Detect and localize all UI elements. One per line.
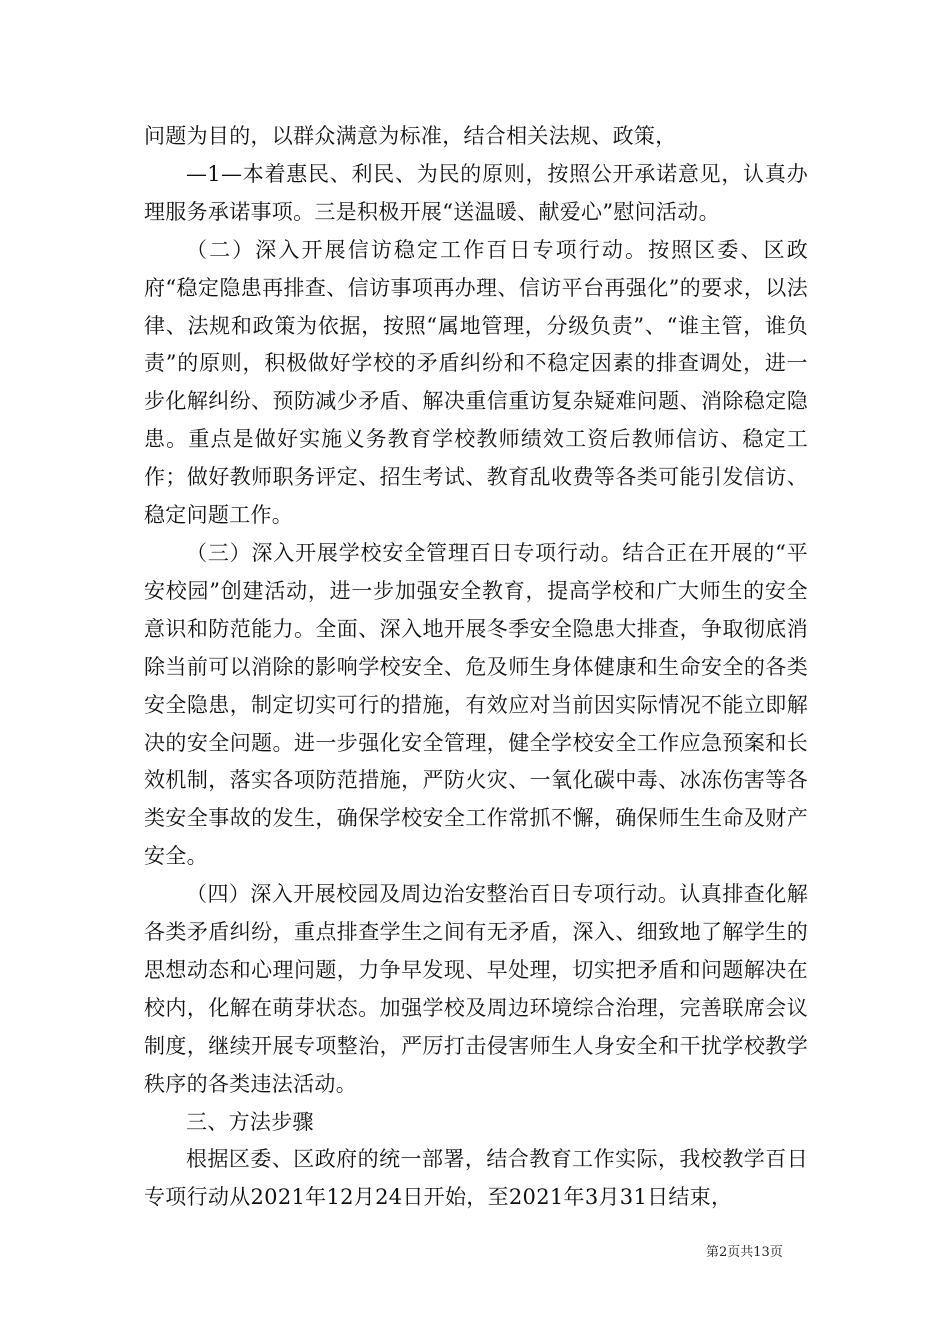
document-body: [144, 118, 808, 1217]
paragraph-section-2: （二）深入开展信访稳定工作百日专项行动。按照区委、区政府“稳定隐患再排查、信访事项再办理、信访平台再强化”的要求，以法律、法规和政策为依据，按照“属地管理，分级负责”、“谁主管，谁负责”的原则，积极做好学校的矛盾纠纷和不稳定因素的排查调处，进一步化解纠纷、预防减少矛盾、解决重信重访复杂疑难问题、消除稳定隐患。重点是做好实施义务教育学校教师绩效工资后教师信访、稳定工作；做好教师职务评定、招生考试、教育乱收费等各类可能引发信访、稳定问题工作。: [144, 237, 808, 528]
section-heading-methods: 三、方法步骤: [186, 1109, 314, 1134]
paragraph-section-3: （三）深入开展学校安全管理百日专项行动。结合正在开展的“平安校园”创建活动，进一步加强安全教育，提高学校和广大师生的安全意识和防范能力。全面、深入地开展冬季安全隐患大排查，争取彻底消除当前可以消除的影响学校安全、危及师生身体健康和生命安全的各类安全隐患，制定切实可行的措施，有效应对当前因实际情况不能立即解决的安全问题。进一步强化安全管理，健全学校安全工作应急预案和长效机制，落实各项防范措施，严防火灾、一氧化碳中毒、冰冻伤害等各类安全事故的发生，确保学校安全工作常抓不懈，确保师生生命及财产安全。: [144, 540, 808, 869]
paragraph-section-4: （四）深入开展校园及周边治安整治百日专项行动。认真排查化解各类矛盾纠纷，重点排查学生之间有无矛盾，深入、细致地了解学生的思想动态和心理问题，力争早发现、早处理，切实把矛盾和问题解决在校内，化解在萌芽状态。加强学校及周边环境综合治理，完善联席会议制度，继续开展专项整治，严厉打击侵害师生人身安全和干扰学校教学秩序的各类违法活动。: [144, 882, 808, 1096]
paragraph-service-commitment: —1—本着惠民、利民、为民的原则，按照公开承诺意见，认真办理服务承诺事项。三是积极开展“送温暖、献爱心”慰问活动。: [144, 161, 808, 224]
page-number-footer: 第2页共13页: [706, 1245, 783, 1260]
paragraph-continuation: 问题为目的，以群众满意为标准，结合相关法规、政策，: [144, 124, 677, 148]
paragraph-methods: 根据区委、区政府的统一部署，结合教育工作实际，我校教学百日专项行动从2021年12月24日开始，至2021年3月31日结束，: [144, 1147, 808, 1210]
